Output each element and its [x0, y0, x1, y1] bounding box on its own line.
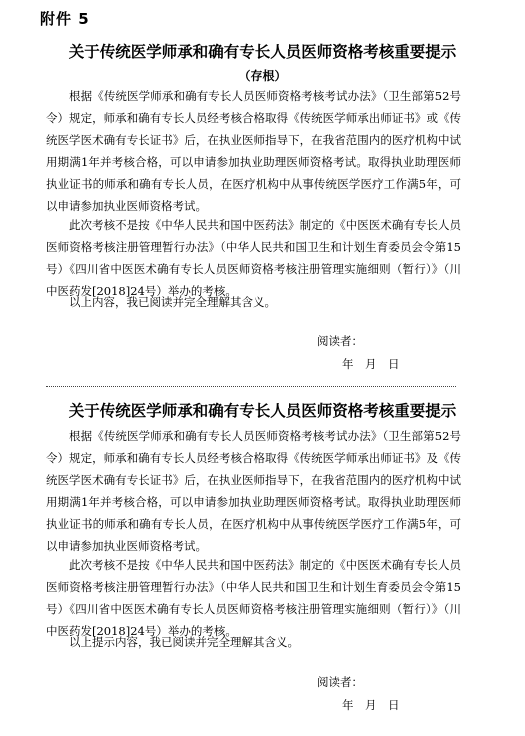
section1-subtitle: （存根）: [238, 69, 287, 83]
section2-reader-label: 阅读者：: [317, 675, 363, 689]
section2-paragraph-3: 以上提示内容，我已阅读并完全理解其含义。: [69, 635, 299, 649]
section2-paragraph-2: 此次考核不是按《中华人民共和国中医药法》制定的《中医医术确有专长人员医师资格考核注册管理暂行办法》（中华人民共和国卫生和计划生育委员会令第15号）《四川省中医医术确有专长人员医师资格考核注册管理实施细则（暂行）》（川中医药发[2018]24号）举办的考核。: [46, 558, 461, 638]
attachment-label: 附件 5: [40, 10, 90, 28]
section1-date-label: 年 月 日: [342, 357, 400, 371]
section1-paragraph-1: 根据《传统医学师承和确有专长人员医师资格考核考试办法》（卫生部第52号令）规定，师承和确有专长人员经考核合格取得《传统医学师承出师证书》或《传统医学医术确有专长证书》后，在执业医师指导下，在我省范围内的医疗机构中试用期满1年并考核合格，可以申请参加执业助理医师资格考试。取得执业助理医师执业证书的师承和确有专长人员，在医疗机构中从事传统医学医疗工作满5年，可以申请参加执业医师资格考试。: [46, 89, 461, 213]
section2-title: 关于传统医学师承和确有专长人员医师资格考核重要提示: [68, 402, 457, 420]
section2-date-label: 年 月 日: [342, 698, 400, 712]
section1-paragraph-3: 以上内容，我已阅读并完全理解其含义。: [69, 295, 276, 309]
cut-line: [46, 386, 456, 387]
section1-title: 关于传统医学师承和确有专长人员医师资格考核重要提示: [68, 43, 457, 61]
section1-paragraph-2: 此次考核不是按《中华人民共和国中医药法》制定的《中医医术确有专长人员医师资格考核注册管理暂行办法》（中华人民共和国卫生和计划生育委员会令第15号）《四川省中医医术确有专长人员医师资格考核注册管理实施细则（暂行）》（川中医药发[2018]24号）举办的考核。: [46, 218, 461, 298]
section2-paragraph-1: 根据《传统医学师承和确有专长人员医师资格考核考试办法》（卫生部第52号令）规定，师承和确有专长人员经考核合格取得《传统医学师承出师证书》及《传统医学医术确有专长证书》后，在执业医师指导下，在我省范围内的医疗机构中试用期满1年并考核合格，可以申请参加执业助理医师资格考试。取得执业助理医师执业证书的师承和确有专长人员，在医疗机构中从事传统医学医疗工作满5年，可以申请参加执业医师资格考试。: [46, 429, 461, 553]
section1-reader-label: 阅读者：: [317, 334, 363, 348]
